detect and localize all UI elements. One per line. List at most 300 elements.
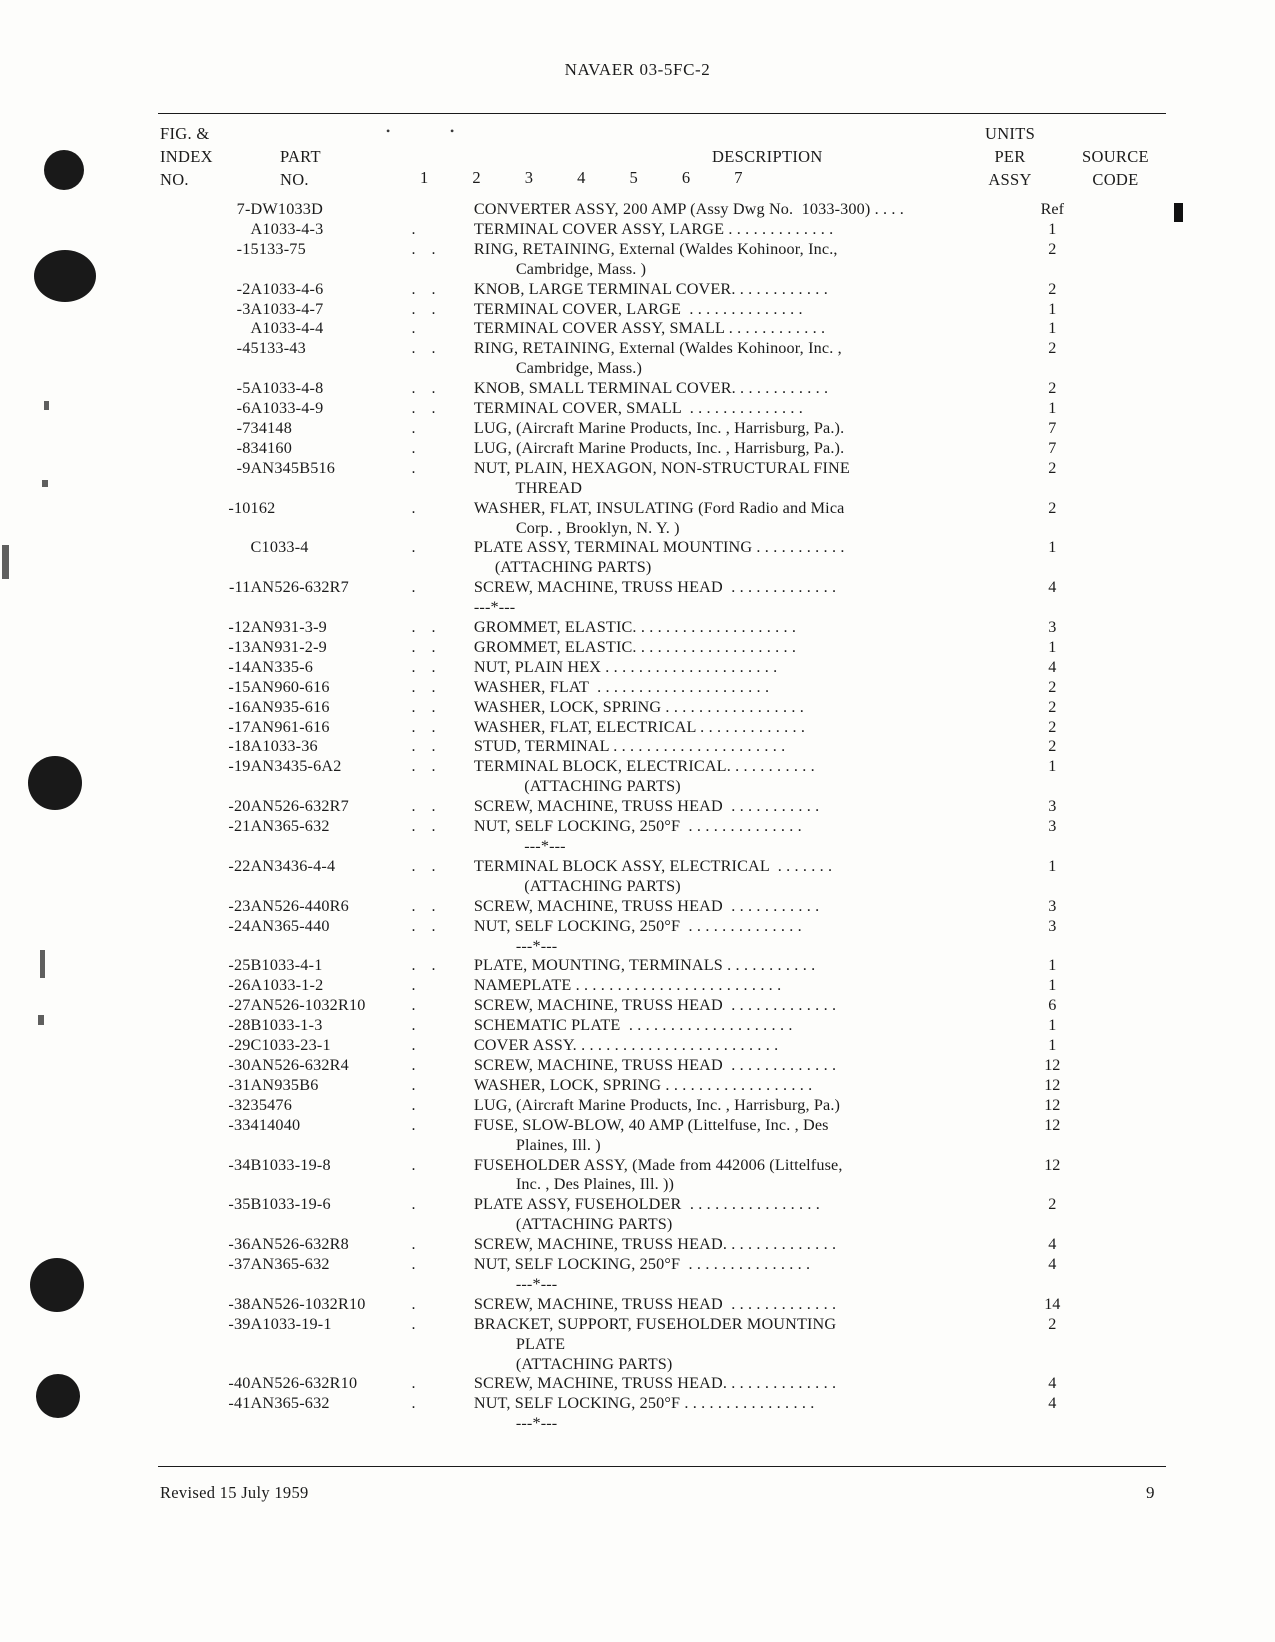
row-description: ---*--- bbox=[473, 1274, 558, 1293]
row-indent-dots: . bbox=[411, 439, 416, 457]
row-indent-dots: . . bbox=[411, 658, 436, 676]
row-part-no bbox=[251, 1335, 412, 1355]
row-index-no bbox=[158, 1175, 251, 1195]
column-header-fig-line1: FIG. & bbox=[160, 124, 210, 143]
row-index-no: -33 bbox=[228, 1115, 251, 1134]
row-indent-dots: . bbox=[411, 499, 416, 517]
table-row bbox=[158, 937, 1168, 957]
row-index-no bbox=[158, 1355, 251, 1375]
row-source-code bbox=[1087, 1414, 1168, 1434]
table-row bbox=[158, 1215, 1168, 1235]
row-source-code bbox=[1087, 1215, 1168, 1235]
row-index-no: -39 bbox=[228, 1314, 251, 1333]
row-description: ---*--- bbox=[473, 936, 558, 955]
row-index-no: -41 bbox=[228, 1394, 251, 1413]
row-index-no: -21 bbox=[228, 817, 251, 836]
row-description: WASHER, LOCK, SPRING . . . . . . . . . . . . . . . . . bbox=[473, 697, 804, 716]
row-source-code bbox=[1087, 419, 1168, 439]
row-units-per-assy: 12 bbox=[1044, 1115, 1061, 1134]
row-index-no: -35 bbox=[228, 1195, 251, 1214]
row-index-no bbox=[158, 1215, 251, 1235]
row-source-code bbox=[1087, 479, 1168, 499]
row-index-no: -18 bbox=[228, 737, 251, 756]
row-source-code bbox=[1087, 1394, 1168, 1414]
row-indent-dots: . . bbox=[411, 638, 436, 656]
table-row bbox=[158, 1335, 1168, 1355]
row-units-per-assy: 2 bbox=[1048, 697, 1057, 716]
table-row bbox=[158, 638, 1168, 658]
row-indent-dots: . . bbox=[411, 300, 436, 318]
row-indent-dots bbox=[412, 1175, 474, 1195]
table-row bbox=[158, 200, 1168, 220]
row-description: Cambridge, Mass. ) bbox=[473, 259, 647, 278]
row-description: Plaines, Ill. ) bbox=[473, 1135, 601, 1154]
row-part-no: A1033-1-2 bbox=[250, 976, 324, 995]
row-indent-dots bbox=[412, 359, 474, 379]
table-row bbox=[158, 658, 1168, 678]
row-source-code bbox=[1087, 558, 1168, 578]
table-row bbox=[158, 280, 1168, 300]
row-source-code bbox=[1087, 280, 1168, 300]
row-units-per-assy: 2 bbox=[1048, 1195, 1057, 1214]
scan-artifact-3 bbox=[40, 950, 45, 978]
row-description: ---*--- bbox=[473, 837, 566, 855]
row-indent-dots: . . bbox=[411, 758, 436, 776]
row-source-code bbox=[1087, 200, 1168, 220]
row-source-code bbox=[1087, 1175, 1168, 1195]
table-row bbox=[158, 956, 1168, 976]
row-index-no: -37 bbox=[228, 1255, 251, 1274]
row-index-no bbox=[158, 1275, 251, 1295]
table-row bbox=[158, 459, 1168, 479]
row-indent-dots: . . bbox=[411, 698, 436, 716]
row-index-no bbox=[158, 519, 251, 539]
row-units-per-assy: 2 bbox=[1048, 737, 1057, 756]
table-row bbox=[158, 519, 1168, 539]
row-indent-dots: . . bbox=[411, 957, 436, 975]
row-source-code bbox=[1087, 1235, 1168, 1255]
row-units-per-assy: 1 bbox=[1048, 219, 1057, 238]
row-units-per-assy bbox=[1017, 598, 1087, 618]
row-part-no bbox=[251, 519, 412, 539]
row-source-code bbox=[1087, 319, 1168, 339]
row-source-code bbox=[1087, 499, 1168, 519]
row-index-no: -9 bbox=[236, 458, 251, 477]
table-row bbox=[158, 1116, 1168, 1136]
table-row bbox=[158, 618, 1168, 638]
table-row bbox=[158, 1295, 1168, 1315]
row-source-code bbox=[1087, 1295, 1168, 1315]
binding-mark-3 bbox=[28, 756, 82, 810]
row-units-per-assy: 12 bbox=[1044, 1095, 1061, 1114]
parts-list-body bbox=[158, 200, 1168, 1434]
row-description: SCREW, MACHINE, TRUSS HEAD . . . . . . . . . . . bbox=[473, 896, 820, 915]
row-index-no bbox=[158, 1136, 251, 1156]
row-index-no: -15 bbox=[228, 677, 251, 696]
row-source-code bbox=[1087, 877, 1168, 897]
row-units-per-assy bbox=[1017, 777, 1087, 797]
row-units-per-assy: 2 bbox=[1048, 677, 1057, 696]
row-indent-dots: . . bbox=[411, 280, 436, 298]
row-description: ---*--- bbox=[473, 598, 516, 617]
scan-tick-2: • bbox=[450, 124, 455, 138]
row-source-code bbox=[1087, 837, 1168, 857]
row-description: WASHER, FLAT, ELECTRICAL . . . . . . . . . . . . . bbox=[473, 717, 806, 736]
row-part-no bbox=[251, 260, 412, 280]
row-description: NUT, SELF LOCKING, 250°F . . . . . . . . . . . . . . . . bbox=[473, 1394, 815, 1413]
row-source-code bbox=[1087, 459, 1168, 479]
row-part-no: A1033-4-9 bbox=[250, 399, 324, 418]
column-header-fig-index bbox=[160, 122, 213, 191]
row-source-code bbox=[1087, 618, 1168, 638]
row-index-no: -4 bbox=[236, 339, 251, 358]
row-indent-dots: . bbox=[411, 1056, 416, 1074]
row-part-no bbox=[251, 1275, 412, 1295]
row-part-no: AN365-440 bbox=[250, 916, 330, 935]
row-part-no: AN935B6 bbox=[250, 1075, 319, 1094]
row-indent-dots bbox=[412, 1275, 474, 1295]
row-units-per-assy: 7 bbox=[1048, 418, 1057, 437]
row-indent-dots: . . bbox=[411, 718, 436, 736]
row-index-no: -31 bbox=[228, 1075, 251, 1094]
row-index-no: -22 bbox=[228, 856, 251, 875]
row-description: TERMINAL COVER, SMALL . . . . . . . . . . . . . . bbox=[473, 399, 804, 418]
table-row bbox=[158, 1275, 1168, 1295]
row-index-no bbox=[158, 937, 251, 957]
row-source-code bbox=[1087, 300, 1168, 320]
table-row bbox=[158, 837, 1168, 857]
row-index-no: -28 bbox=[228, 1016, 251, 1035]
row-part-no: C1033-23-1 bbox=[250, 1036, 331, 1055]
row-indent-dots bbox=[412, 1136, 474, 1156]
row-description: LUG, (Aircraft Marine Products, Inc. , Harrisburg, Pa.) bbox=[473, 1095, 841, 1114]
row-indent-dots: . bbox=[411, 1315, 416, 1333]
scan-artifact-2 bbox=[42, 480, 48, 487]
row-index-no: -29 bbox=[228, 1036, 251, 1055]
column-header-units-line3: ASSY bbox=[988, 170, 1032, 189]
row-source-code bbox=[1087, 1136, 1168, 1156]
row-part-no: 35476 bbox=[250, 1095, 293, 1114]
row-indent-dots: . bbox=[411, 1395, 416, 1413]
row-index-no bbox=[158, 777, 251, 797]
row-part-no: 5133-75 bbox=[250, 239, 306, 258]
row-indent-dots bbox=[412, 777, 474, 797]
row-part-no bbox=[251, 937, 412, 957]
table-row bbox=[158, 737, 1168, 757]
row-indent-dots bbox=[412, 1335, 474, 1355]
column-header-fig-line3: NO. bbox=[160, 170, 189, 189]
table-row bbox=[158, 1235, 1168, 1255]
row-source-code bbox=[1087, 260, 1168, 280]
row-index-no: -14 bbox=[228, 657, 251, 676]
row-source-code bbox=[1087, 777, 1168, 797]
row-source-code bbox=[1087, 220, 1168, 240]
row-index-no: -40 bbox=[228, 1374, 251, 1393]
table-row bbox=[158, 1096, 1168, 1116]
row-description: NUT, PLAIN, HEXAGON, NON-STRUCTURAL FINE bbox=[473, 458, 850, 477]
row-part-no: AN960-616 bbox=[250, 677, 330, 696]
row-part-no: A1033-4-4 bbox=[250, 319, 324, 338]
row-source-code bbox=[1087, 598, 1168, 618]
row-description: THREAD bbox=[473, 478, 583, 497]
row-units-per-assy: 3 bbox=[1048, 896, 1057, 915]
row-part-no: AN526-440R6 bbox=[250, 896, 349, 915]
table-row bbox=[158, 598, 1168, 618]
row-index-no: -16 bbox=[228, 697, 251, 716]
row-source-code bbox=[1087, 1255, 1168, 1275]
row-index-no: -24 bbox=[228, 916, 251, 935]
row-description: SCREW, MACHINE, TRUSS HEAD . . . . . . . . . . . . . bbox=[473, 1294, 837, 1313]
row-indent-dots: . bbox=[411, 579, 416, 597]
row-description: BRACKET, SUPPORT, FUSEHOLDER MOUNTING bbox=[473, 1314, 837, 1333]
row-index-no: -23 bbox=[228, 896, 251, 915]
row-index-no: -10 bbox=[228, 498, 251, 517]
table-row bbox=[158, 976, 1168, 996]
row-description: RING, RETAINING, External (Waldes Kohinoor, Inc., bbox=[473, 239, 838, 258]
row-indent-dots bbox=[412, 937, 474, 957]
row-description: TERMINAL COVER ASSY, SMALL . . . . . . . . . . . . bbox=[473, 319, 826, 338]
table-row bbox=[158, 339, 1168, 359]
row-description: SCREW, MACHINE, TRUSS HEAD . . . . . . . . . . . . . bbox=[473, 1055, 837, 1074]
row-source-code bbox=[1087, 678, 1168, 698]
table-row bbox=[158, 1156, 1168, 1176]
row-index-no bbox=[158, 260, 251, 280]
row-part-no: AN3435-6A2 bbox=[250, 757, 342, 776]
column-header-fig-line2: INDEX bbox=[160, 147, 213, 166]
row-part-no: A1033-4-8 bbox=[250, 379, 324, 398]
row-indent-dots: . bbox=[411, 539, 416, 557]
row-part-no: B1033-19-8 bbox=[250, 1155, 331, 1174]
row-indent-dots: . . bbox=[411, 380, 436, 398]
row-source-code bbox=[1087, 757, 1168, 777]
column-header-part-line2: NO. bbox=[280, 170, 309, 189]
row-units-per-assy: 3 bbox=[1048, 797, 1057, 816]
row-index-no bbox=[158, 837, 251, 857]
scan-artifact-4 bbox=[38, 1015, 44, 1025]
row-units-per-assy: 1 bbox=[1048, 1036, 1057, 1055]
table-row bbox=[158, 300, 1168, 320]
row-units-per-assy: 7 bbox=[1048, 438, 1057, 457]
row-part-no: AN526-632R7 bbox=[250, 797, 349, 816]
row-description: SCREW, MACHINE, TRUSS HEAD . . . . . . . . . . . . . bbox=[473, 578, 837, 597]
table-row bbox=[158, 379, 1168, 399]
row-index-no bbox=[158, 877, 251, 897]
row-source-code bbox=[1087, 976, 1168, 996]
row-description: LUG, (Aircraft Marine Products, Inc. , Harrisburg, Pa.). bbox=[473, 438, 845, 457]
row-indent-dots: . . bbox=[411, 678, 436, 696]
row-units-per-assy: 4 bbox=[1048, 578, 1057, 597]
row-source-code bbox=[1087, 698, 1168, 718]
row-units-per-assy bbox=[1017, 937, 1087, 957]
row-indent-dots: . . bbox=[411, 917, 436, 935]
row-indent-dots bbox=[412, 1355, 474, 1375]
row-description: NUT, SELF LOCKING, 250°F . . . . . . . . . . . . . . . bbox=[473, 1255, 811, 1274]
row-index-no: -25 bbox=[228, 956, 251, 975]
row-part-no: AN526-1032R10 bbox=[250, 1294, 366, 1313]
row-part-no: A1033-4-3 bbox=[250, 219, 324, 238]
row-source-code bbox=[1087, 538, 1168, 558]
row-units-per-assy: 1 bbox=[1048, 538, 1057, 557]
row-description: CONVERTER ASSY, 200 AMP (Assy Dwg No. 1033-300) . . . . bbox=[473, 200, 904, 218]
row-units-per-assy bbox=[1017, 1175, 1087, 1195]
row-description: (ATTACHING PARTS) bbox=[473, 876, 681, 895]
row-part-no: B1033-1-3 bbox=[250, 1016, 323, 1035]
row-description: TERMINAL COVER ASSY, LARGE . . . . . . . . . . . . . bbox=[473, 219, 834, 238]
row-index-no: -6 bbox=[236, 399, 251, 418]
row-units-per-assy: 1 bbox=[1048, 319, 1057, 338]
row-units-per-assy: 4 bbox=[1048, 1255, 1057, 1274]
row-source-code bbox=[1087, 718, 1168, 738]
row-units-per-assy: 12 bbox=[1044, 1055, 1061, 1074]
column-header-source-code bbox=[1082, 145, 1149, 191]
row-units-per-assy: 1 bbox=[1048, 399, 1057, 418]
row-source-code bbox=[1087, 857, 1168, 877]
row-source-code bbox=[1087, 519, 1168, 539]
row-description: FUSEHOLDER ASSY, (Made from 442006 (Littelfuse, bbox=[473, 1155, 843, 1174]
row-index-no bbox=[158, 538, 251, 558]
row-part-no: A1033-19-1 bbox=[250, 1314, 332, 1333]
table-row bbox=[158, 897, 1168, 917]
row-source-code bbox=[1087, 1374, 1168, 1394]
table-row bbox=[158, 1374, 1168, 1394]
footer-rule bbox=[158, 1466, 1166, 1467]
scan-tick-1: • bbox=[386, 124, 391, 138]
row-indent-dots: . . bbox=[411, 818, 436, 836]
row-indent-dots bbox=[412, 1414, 474, 1434]
row-source-code bbox=[1087, 1116, 1168, 1136]
row-part-no bbox=[251, 777, 412, 797]
table-row bbox=[158, 1056, 1168, 1076]
scan-artifact-1 bbox=[44, 401, 49, 410]
row-part-no: AN3436-4-4 bbox=[250, 856, 336, 875]
row-description: (ATTACHING PARTS) bbox=[473, 558, 652, 577]
row-source-code bbox=[1087, 917, 1168, 937]
column-header-units-line2: PER bbox=[994, 147, 1026, 166]
table-row bbox=[158, 1016, 1168, 1036]
row-source-code bbox=[1087, 1056, 1168, 1076]
row-units-per-assy: 2 bbox=[1048, 279, 1057, 298]
row-indent-dots: . bbox=[411, 1017, 416, 1035]
row-indent-dots bbox=[412, 479, 474, 499]
row-description: WASHER, LOCK, SPRING . . . . . . . . . . . . . . . . . . bbox=[473, 1075, 813, 1094]
row-source-code bbox=[1087, 1335, 1168, 1355]
row-description: STUD, TERMINAL . . . . . . . . . . . . . . . . . . . . . bbox=[473, 737, 786, 756]
row-index-no: -13 bbox=[228, 637, 251, 656]
row-units-per-assy bbox=[1017, 837, 1087, 857]
table-row bbox=[158, 1414, 1168, 1434]
row-description: PLATE ASSY, TERMINAL MOUNTING . . . . . . . . . . . bbox=[473, 538, 845, 557]
row-index-no: -12 bbox=[228, 618, 251, 637]
row-units-per-assy: 12 bbox=[1044, 1155, 1061, 1174]
table-row bbox=[158, 817, 1168, 837]
binding-mark-1 bbox=[44, 150, 84, 190]
table-row bbox=[158, 240, 1168, 260]
row-description: (ATTACHING PARTS) bbox=[473, 1354, 673, 1373]
row-part-no: A1033-36 bbox=[250, 737, 318, 756]
row-source-code bbox=[1087, 1355, 1168, 1375]
row-description: KNOB, LARGE TERMINAL COVER. . . . . . . . . . . . bbox=[473, 279, 828, 298]
row-description: WASHER, FLAT . . . . . . . . . . . . . . . . . . . . . bbox=[473, 677, 770, 696]
table-row bbox=[158, 260, 1168, 280]
row-index-no: -30 bbox=[228, 1055, 251, 1074]
row-part-no: A1033-4-7 bbox=[250, 299, 324, 318]
row-index-no bbox=[158, 359, 251, 379]
table-row bbox=[158, 1175, 1168, 1195]
row-units-per-assy: 1 bbox=[1048, 757, 1057, 776]
column-header-part-line1: PART bbox=[280, 147, 321, 166]
row-index-no: -5 bbox=[236, 379, 251, 398]
row-source-code bbox=[1087, 240, 1168, 260]
row-index-no: -20 bbox=[228, 797, 251, 816]
row-part-no bbox=[251, 359, 412, 379]
row-units-per-assy: 2 bbox=[1048, 717, 1057, 736]
row-indent-dots: . . bbox=[411, 738, 436, 756]
row-description: NAMEPLATE . . . . . . . . . . . . . . . . . . . . . . . . . bbox=[473, 976, 782, 995]
row-part-no: AN526-1032R10 bbox=[250, 996, 366, 1015]
row-units-per-assy bbox=[1017, 260, 1087, 280]
row-units-per-assy bbox=[1017, 558, 1087, 578]
row-index-no: -32 bbox=[228, 1095, 251, 1114]
table-row bbox=[158, 499, 1168, 519]
row-description: SCREW, MACHINE, TRUSS HEAD. . . . . . . . . . . . . . bbox=[473, 1235, 837, 1254]
row-indent-dots bbox=[412, 1215, 474, 1235]
row-part-no: AN931-2-9 bbox=[250, 637, 327, 656]
row-source-code bbox=[1087, 359, 1168, 379]
row-indent-dots bbox=[412, 558, 474, 578]
table-row bbox=[158, 698, 1168, 718]
row-source-code bbox=[1087, 399, 1168, 419]
row-part-no: AN365-632 bbox=[250, 817, 330, 836]
table-row bbox=[158, 1036, 1168, 1056]
row-source-code bbox=[1087, 1156, 1168, 1176]
row-index-no: -7 bbox=[236, 418, 251, 437]
row-index-no: -17 bbox=[228, 717, 251, 736]
row-units-per-assy: 6 bbox=[1048, 996, 1057, 1015]
row-units-per-assy: 1 bbox=[1048, 956, 1057, 975]
row-indent-dots: . . bbox=[411, 857, 436, 875]
row-units-per-assy: 2 bbox=[1048, 458, 1057, 477]
row-units-per-assy: 1 bbox=[1048, 637, 1057, 656]
column-header-source-line1: SOURCE bbox=[1082, 147, 1149, 166]
row-index-no: -34 bbox=[228, 1155, 251, 1174]
row-description: SCREW, MACHINE, TRUSS HEAD . . . . . . . . . . . bbox=[473, 797, 820, 816]
row-part-no: C1033-4 bbox=[250, 538, 309, 557]
table-row bbox=[158, 319, 1168, 339]
row-source-code bbox=[1087, 897, 1168, 917]
row-units-per-assy: 1 bbox=[1048, 856, 1057, 875]
row-description: ---*--- bbox=[473, 1414, 558, 1433]
row-index-no: 7- bbox=[236, 200, 251, 218]
table-row bbox=[158, 857, 1168, 877]
row-description: PLATE ASSY, FUSEHOLDER . . . . . . . . . . . . . . . . bbox=[473, 1195, 820, 1214]
row-index-no bbox=[158, 558, 251, 578]
row-source-code bbox=[1087, 1195, 1168, 1215]
row-description: PLATE, MOUNTING, TERMINALS . . . . . . . . . . . bbox=[473, 956, 816, 975]
row-indent-dots: . . bbox=[411, 400, 436, 418]
row-part-no: AN335-6 bbox=[250, 657, 314, 676]
row-indent-dots: . . bbox=[411, 240, 436, 258]
revision-note: Revised 15 July 1959 bbox=[160, 1483, 309, 1502]
row-indent-dots: . . bbox=[411, 798, 436, 816]
row-part-no: 34160 bbox=[250, 438, 293, 457]
row-description: NUT, PLAIN HEX . . . . . . . . . . . . . . . . . . . . . bbox=[473, 657, 778, 676]
row-source-code bbox=[1087, 1315, 1168, 1335]
row-description: (ATTACHING PARTS) bbox=[473, 1215, 673, 1234]
row-units-per-assy bbox=[1017, 479, 1087, 499]
row-index-no bbox=[158, 479, 251, 499]
row-part-no: 5133-43 bbox=[250, 339, 306, 358]
row-part-no: AN526-632R7 bbox=[250, 578, 349, 597]
